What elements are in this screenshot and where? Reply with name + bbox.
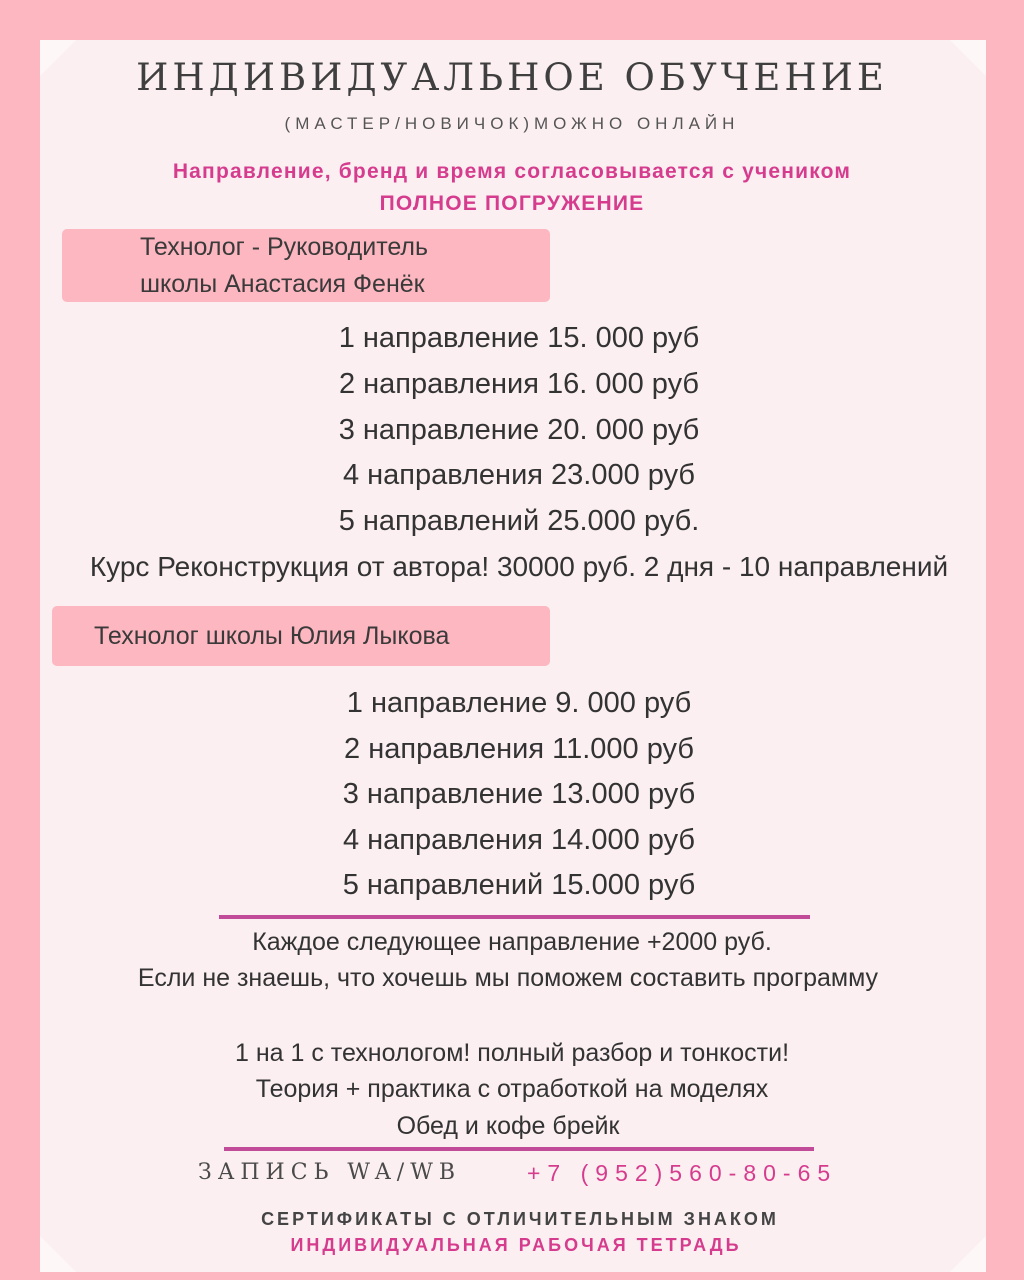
divider — [219, 915, 810, 919]
price-item: 4 направления 23.000 руб — [342, 459, 696, 491]
contact-phone[interactable]: +7 (952)560-80-65 — [527, 1160, 838, 1186]
price-item: 1 направление 15. 000 руб — [338, 322, 700, 354]
info-help: Если не знаешь, что хочешь мы поможем составить программу — [137, 964, 879, 992]
price-item: 3 направление 20. 000 руб — [338, 414, 700, 446]
info-lunch: Обед и кофе брейк — [396, 1112, 620, 1140]
info-theory-practice: Теория + практика с отработкой на моделях — [255, 1075, 769, 1103]
info-extra-price: Каждое следующее направление +2000 руб. — [252, 928, 772, 956]
price-item: 4 направления 14.000 руб — [342, 824, 696, 856]
note-direction: Направление, бренд и время согласовывается с учеником — [172, 160, 852, 183]
price-item: 5 направлений 25.000 руб. — [338, 505, 700, 537]
info-one-on-one: 1 на 1 с технологом! полный разбор и тонкости! — [234, 1039, 790, 1067]
contact-label: ЗАПИСЬ WA/WB — [198, 1160, 461, 1185]
price-item: 5 направлений 15.000 руб — [342, 869, 696, 901]
teacher-label-1-line1: Технолог - Руководитель — [140, 233, 429, 261]
page-title: ИНДИВИДУАЛЬНОЕ ОБУЧЕНИЕ — [136, 56, 888, 99]
teacher-label-1-line2: школы Анастасия Фенёк — [140, 270, 425, 298]
price-item: 1 направление 9. 000 руб — [346, 687, 692, 719]
divider — [224, 1147, 814, 1151]
course-offer: Курс Реконструкция от автора! 30000 руб. 2 дня - 10 направлений — [89, 551, 949, 582]
footer-workbook: ИНДИВИДУАЛЬНАЯ РАБОЧАЯ ТЕТРАДЬ — [290, 1235, 742, 1255]
price-item: 2 направления 11.000 руб — [344, 733, 694, 765]
price-item: 3 направление 13.000 руб — [342, 778, 696, 810]
note-immersion: ПОЛНОЕ ПОГРУЖЕНИЕ — [379, 192, 645, 215]
footer-certificates: СЕРТИФИКАТЫ С ОТЛИЧИТЕЛЬНЫМ ЗНАКОМ — [261, 1209, 779, 1229]
teacher-label-1 — [62, 229, 550, 302]
teacher-label-2-text: Технолог школы Юлия Лыкова — [94, 622, 450, 650]
price-item: 2 направления 16. 000 руб — [338, 368, 700, 400]
teacher-label-2 — [52, 606, 550, 666]
page-subtitle: (МАСТЕР/НОВИЧОК)МОЖНО ОНЛАЙН — [284, 114, 740, 133]
